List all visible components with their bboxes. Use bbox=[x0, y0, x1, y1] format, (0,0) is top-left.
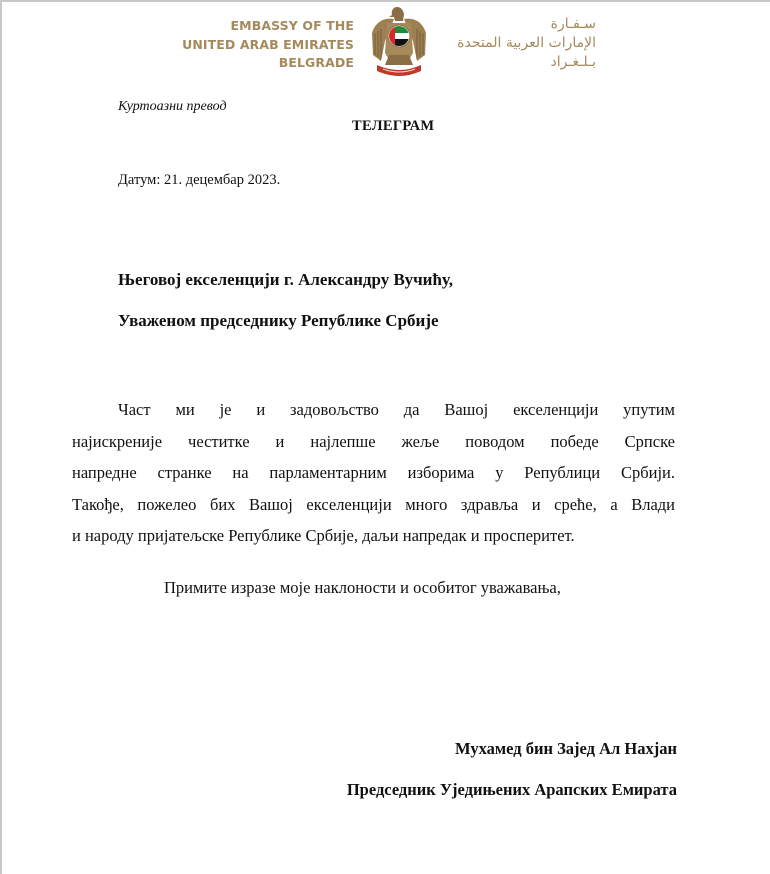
letterhead-english-line: UNITED ARAB EMIRATES bbox=[182, 36, 354, 52]
signature-name: Мухамед бин Зајед Ал Нахјан bbox=[454, 739, 677, 758]
letterhead-arabic-line: سـفـارة bbox=[550, 16, 596, 32]
letterhead-arabic-line: بـلـغـراد bbox=[550, 54, 596, 70]
document-date: Датум: 21. децембар 2023. bbox=[118, 172, 281, 188]
body-line: Такође, пожелео бих Вашој екселенцији много здравља и среће, а Влади bbox=[72, 494, 675, 514]
body-line: и народу пријатељске Републике Србије, даљи напредак и просперитет. bbox=[72, 526, 575, 545]
translation-note: Куртоазни превод bbox=[118, 99, 227, 114]
letterhead-arabic-line: الإمارات العربية المتحدة bbox=[457, 35, 596, 51]
page-border-left bbox=[0, 0, 2, 874]
signature-title: Председник Уједињених Арапских Емирата bbox=[346, 780, 677, 799]
body-paragraph bbox=[72, 394, 675, 552]
uae-falcon-emblem-icon bbox=[367, 5, 431, 79]
letterhead-english bbox=[182, 17, 354, 73]
recipient-salutation: Његовој екселенцији г. Александру Вучићу, bbox=[118, 270, 453, 289]
letterhead-english-line: EMBASSY OF THE bbox=[230, 18, 354, 33]
body-line: најискреније честитке и најлепше жеље поводом победе Српске bbox=[72, 431, 675, 451]
letterhead-english-line: BELGRADE bbox=[278, 55, 354, 70]
letterhead-arabic bbox=[436, 15, 596, 72]
body-line: Част ми је и задовољство да Вашој екселенцији упутим bbox=[118, 400, 675, 419]
body-line: напредне странке на парламентарним изборима у Републици Србији. bbox=[72, 463, 675, 482]
closing-line: Примите изразе моје наклоности и особитог уважавања, bbox=[164, 578, 561, 597]
recipient-title: Уваженом председнику Републике Србије bbox=[118, 311, 439, 330]
letterhead bbox=[0, 0, 770, 90]
document-title: ТЕЛЕГРАМ bbox=[352, 118, 435, 134]
